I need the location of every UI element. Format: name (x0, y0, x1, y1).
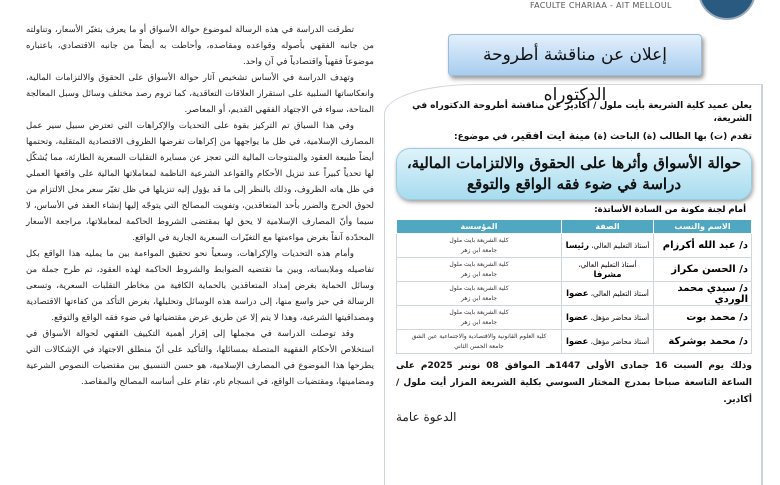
topic-line: دراسة في ضوء فقه الواقع والتوقع (466, 175, 682, 193)
institution-faculty: كلية الشريعة بايت ملول (449, 260, 509, 268)
institution-university: جامعة ابن زهر (461, 270, 497, 278)
announcement-content (396, 100, 752, 425)
committee-intro: أمام لجنة مكونة من السادة الأساتذة: (594, 205, 746, 215)
role-position: مشرفا (593, 269, 622, 280)
institution-faculty: كلية الشريعة بايت ملول (449, 236, 509, 244)
candidate-prefix: تقدم (ت) بها الطالب (ة) الباحث (ة) (593, 132, 752, 142)
member-name: د/ عبد الله أكرزام (654, 234, 752, 258)
defense-date: وذلك يوم السبت 16 جمادى الأولى 1447هـ الموافق 08 نونبر 2025م على الساعة التاسعة صباحا بمدرج المختار السوسي بكلية الشريعة المزار أيت ملول / أكادير. (396, 361, 752, 405)
role-title: أستاذ محاضر مؤهل، (590, 313, 650, 322)
member-role (562, 306, 654, 330)
institution-faculty: كلية الشريعة بايت ملول (449, 308, 509, 316)
faculty-header: FACULTE CHARIAA - AIT MELLOUL (530, 1, 672, 10)
abstract-paragraph: تطرقت الدراسة في هذه الرسالة لموضوع حوالة الأسواق أو ما يعرف بتغيّر الأسعار، وتناولته من جانبه الفقهي بأصوله وقواعده ومقاصده، وأحاطت به أيضاً من جانبه الاقتصادي، باعتباره موضوعاً فقهياً واقتصادياً في آن واحد. (26, 25, 374, 67)
faculty-logo (698, 0, 756, 20)
role-title: أستاذ محاضر مؤهل، (590, 337, 650, 346)
table-row (397, 330, 752, 354)
header-institution: المؤسسة (397, 220, 562, 234)
role-position: رئيسا (565, 240, 590, 251)
member-institution (397, 330, 562, 354)
member-institution (397, 306, 562, 330)
member-role (562, 330, 654, 354)
table-row (397, 282, 752, 306)
member-name: د/ الحسن مكراز (654, 258, 752, 282)
role-position: عضوا (565, 336, 589, 347)
role-title: أستاذ التعليم العالي، (578, 260, 637, 269)
candidate-suffix: ، في موضوع: (454, 132, 515, 142)
header-name: الاسم والنسب (654, 220, 752, 234)
member-institution (397, 234, 562, 258)
table-row (397, 258, 752, 282)
announcement-title: إعلان عن مناقشة أطروحة الدكتوراه (448, 34, 702, 76)
thesis-abstract (26, 22, 374, 390)
institution-university: جامعة ابن زهر (461, 246, 497, 254)
table-row (397, 234, 752, 258)
header-role: الصفة (562, 220, 654, 234)
member-institution (397, 258, 562, 282)
announcement-intro: يعلن عميد كلية الشريعة بأيت ملول / أكادير عن مناقشة أطروحة الدكتوراه في الشريعة، (412, 101, 752, 124)
abstract-paragraph: وتهدف الدراسة في الأساس تشخيص آثار حوالة الأسواق على الحقوق والالتزامات المالية، وانعكاساتها السلبية على استقرار العلاقات التعاقدية، كما تروم رصد مختلف وسائل وسبل المعالجة المتاحة، سواء في الاجتهاد الفقهي القديم، أو المعاصر. (26, 73, 374, 115)
member-name: د/ محمد بوشركة (654, 330, 752, 354)
member-role (562, 234, 654, 258)
member-name: د/ محمد بوت (654, 306, 752, 330)
abstract-paragraph: وقد توصلت الدراسة في مجملها إلى إقرار أهمية التكييف الفقهي لحوالة الأسواق في استخلاص الأحكام الفقهية المتصلة بمسائلها، والتأكيد على أنّ منطلق الاجتهاد في الإشكالات التي يطرحها هذا الموضوع في المصارف الإسلامية، هو حسن التنسيق بين مقتضيات النصوص الشرعية ومضامينها، ومقتضيات الواقع، في انسجام تام، تقام على أساسه المصالح والمقاصد. (26, 329, 374, 387)
role-title: أستاذ التعليم العالي، (590, 289, 649, 298)
institution-faculty: كلية العلوم القانونية والاقتصادية والاجتماعية عين الشق (411, 332, 547, 340)
role-position: عضوا (565, 312, 589, 323)
committee-table (396, 219, 752, 354)
candidate-name: مينة ايت افقير (514, 130, 591, 142)
table-row (397, 306, 752, 330)
institution-university: جامعة ابن زهر (461, 318, 497, 326)
abstract-paragraph: وفي هذا السياق تم التركيز بقوة على التحديات والإكراهات التي تعترض سبيل سير عمل المصارف الإسلامية، في ظل ما يواجهها من إكراهات تفرضها الظروف الاقتصادية المتقلبة، وتحتمها أيضاً طبيعة العقود والمنتوجات المالية التي تعجز عن مسايرة التقلبات السعرية الطارئة، مما يُشكّل لها تحدياً كبيراً عند تنزيل الأحكام والقواعد الشرعية الناظمة لمعاملاتها المالية على واقعها العملي في ظل هاته الظروف، وذلك بالنظر إلى ما قد يؤول إليه تنزيلها في ظل تغيّر سعر محل الالتزام من لحوق الحرج والضرر بأحد المتعاقدين، وتفويت المصالح التي يتوجّه إليها إنشاء العقد في الأساس، لا سيما وأنّ المصارف الإسلامية لا يحق لها بمقتضى الشروط الحاكمة لمعاملاتها، مراجعة الأسعار المحدّدة آنفاً بغرض مواءمتها مع التغيّرات السعرية الجارية في الواقع. (26, 121, 374, 243)
abstract-paragraph: وأمام هذه التحديات والإكراهات، وسعياً نحو تحقيق المواءمة بين ما يمليه هذا الواقع بكل تفاصيله وملابساته، وبين ما تقتضيه الضوابط والشروط الحاكمة لهذه العقود، تم طرح جملة من وسائل الحماية بغرض إمداد المتعاقدين بالحماية الكافية من مخاطر التقلبات السعرية، وتسعى الرسالة في حيز واسع منها، إلى دراسة هذه الوسائل وتحليلها، بغرض التأكد من كفاءتها الاقتصادية ومصداقيتها الشرعية، وهذا لا يتم إلا عن طريق عرض مقتضياتها في ضوء فقه الواقع والتوقع. (26, 249, 374, 323)
role-position: عضوا (566, 288, 589, 299)
role-title: أستاذ التعليم العالي، (591, 241, 650, 250)
institution-university: جامعة الحسن الثاني (454, 342, 504, 350)
thesis-topic (396, 148, 752, 200)
candidate-line (396, 130, 752, 144)
member-role (562, 258, 654, 282)
member-institution (397, 282, 562, 306)
member-name: د/ سيدي محمد الوردي (654, 282, 752, 306)
institution-faculty: كلية الشريعة بايت ملول (449, 284, 509, 292)
member-role (562, 282, 654, 306)
institution-university: جامعة ابن زهر (461, 294, 497, 302)
public-invitation: الدعوة عامة (396, 410, 457, 424)
topic-line: حوالة الأسواق وأثرها على الحقوق والالتزامات المالية، (406, 154, 742, 172)
